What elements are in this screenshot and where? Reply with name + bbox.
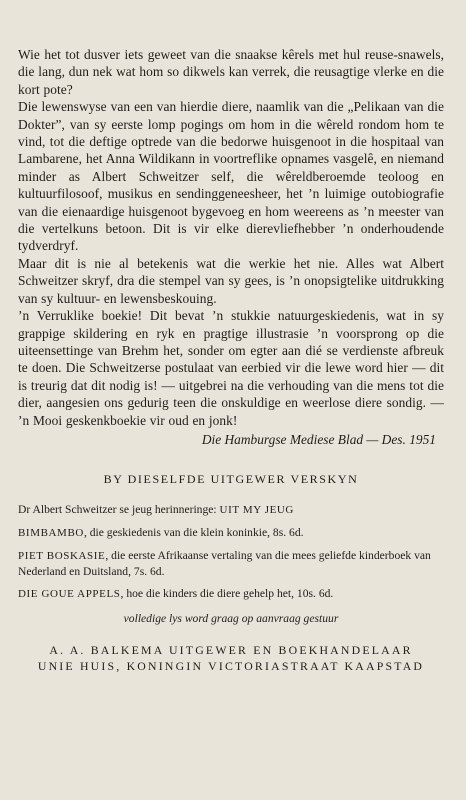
blurb-text — [18, 46, 444, 429]
blurb-paragraph-1: Wie het tot dusver iets geweet van die snaakse kêrels met hul reuse-snawels, die lang, dun nek wat hom so dikwels kan verrek, die reusagtige vlerke en die kort pote? — [18, 47, 444, 97]
list-item-rest: , die eerste Afrikaanse vertaling van die mees geliefde kinderboek van Nederland en Duitsland, 7s. 6d. — [18, 549, 431, 579]
blurb-paragraph-3: Maar dit is nie al betekenis wat die werkie het nie. Alles wat Albert Schweitzer skryf, dra die stempel van sy gees, is ’n onopsigtelike uitdrukking van sy kultuur- en lewensbeskouing. — [18, 255, 444, 306]
list-item — [18, 548, 444, 579]
list-item-prefix: Dr Albert Schweitzer se jeug herinneringe: — [18, 503, 220, 517]
blurb-paragraph-4: ’n Verruklike boekie! Dit bevat ’n stukkie natuurgeskiedenis, wat in sy grappige skildering en ryk en pragtige illustrasie ’n voorsprong op die uiteensettinge van Brehm het, sonder om egter aan dié se verdienste afbreuk te doen. Die Schweitzerse postulaat van eerbied vir die lewe word hier — dit is treurig dat dit nodig is! — uitgebrei na die verhouding van die mens tot die dier, aangesien ons gedurig teen die onskuldige en weerlose diere sondig. — ’n Mooi geskenkboekie vir oud en jonk! — [18, 308, 444, 428]
list-item — [18, 502, 444, 518]
review-source: Die Hamburgse Mediese Blad — Des. 1951 — [201, 431, 436, 447]
book-list — [18, 502, 444, 602]
list-item-title: BIMBAMBO — [18, 527, 84, 540]
publisher-line-1: A. A. BALKEMA UITGEWER EN BOEKHANDELAAR — [49, 643, 413, 658]
list-item-rest: , hoe die kinders die diere gehelp het, 10s. 6d. — [120, 587, 334, 601]
list-heading: BY DIESELFDE UITGEWER VERSKYN — [103, 472, 359, 487]
publisher-imprint — [18, 642, 444, 674]
list-item-title: PIET BOSKASIE — [18, 550, 106, 563]
list-item-title: UIT MY JEUG — [219, 504, 294, 517]
catalogue-note: volledige lys word graag op aanvraag gestuur — [123, 612, 339, 626]
list-item-title: DIE GOUE APPELS — [18, 588, 121, 601]
list-item-rest: , die geskiedenis van die klein koninkie, 8s. 6d. — [83, 526, 304, 540]
list-item — [18, 525, 444, 541]
list-item — [18, 586, 444, 602]
publisher-line-2: UNIE HUIS, KONINGIN VICTORIASTRAAT KAAPSTAD — [37, 659, 425, 674]
blurb-paragraph-2: Die lewenswyse van een van hierdie diere, naamlik van die „Pelikaan van die Dokter”, van sy eerste lomp pogings om hom in die wêreld rondom hom te vind, tot die deftige optrede van die bedorwe huisgenoot in die hospitaal van Lambarene, het Anna Wildikann in voortreflike opnames vasgelê, en niemand minder as Albert Schweitzer self, die wêreldberoemde teoloog en kultuurfilosoof, musikus en sendinggeneesheer, het ’n luimige outobiografie van die eienaardige huisgenoot bygevoeg en hom weereens as ’n meester van die vertelkuns betoon. Dit is vir elke dierevliefhebber ’n onderhoudende tydverdryf. — [18, 99, 444, 254]
